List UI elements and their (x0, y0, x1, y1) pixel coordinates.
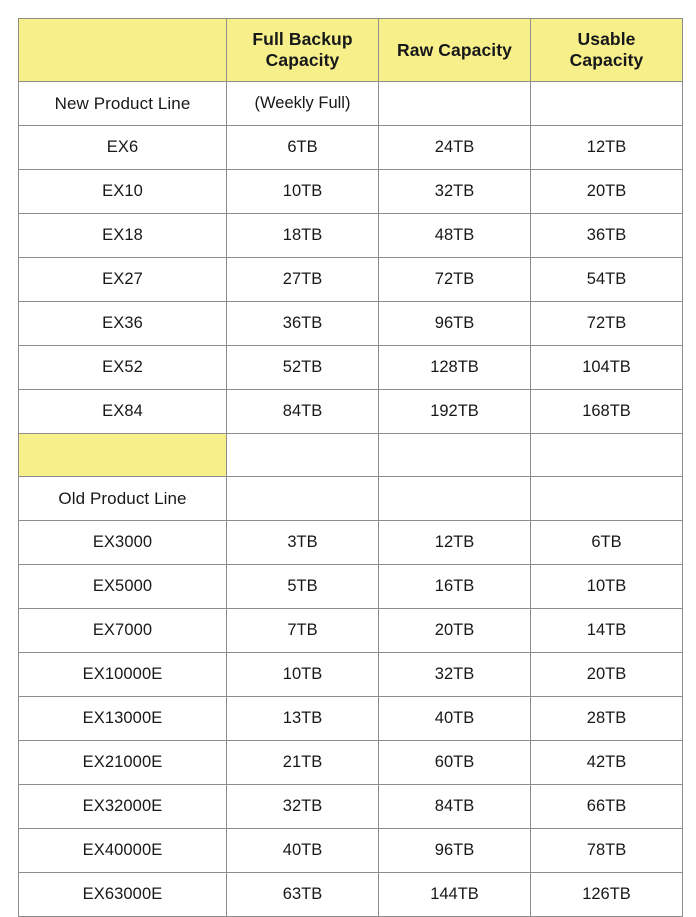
cell-value: 40TB (227, 829, 379, 873)
cell-value (379, 82, 531, 126)
table-spacer-row (19, 434, 683, 477)
cell-value: 28TB (531, 697, 683, 741)
section-label: Old Product Line (19, 477, 227, 521)
model-label: EX10000E (19, 653, 227, 697)
cell-value: 63TB (227, 873, 379, 917)
cell-value: 21TB (227, 741, 379, 785)
cell-value: 168TB (531, 390, 683, 434)
table-row (19, 258, 683, 302)
cell-value: 20TB (379, 609, 531, 653)
column-header-model (19, 19, 227, 82)
table-row (19, 346, 683, 390)
model-label: EX7000 (19, 609, 227, 653)
cell-value: 6TB (227, 126, 379, 170)
section-label: New Product Line (19, 82, 227, 126)
table-row (19, 741, 683, 785)
model-label: EX32000E (19, 785, 227, 829)
cell-value: 10TB (227, 653, 379, 697)
blank-cell (19, 434, 227, 477)
table-row (19, 873, 683, 917)
table-body (19, 82, 683, 917)
cell-value: 144TB (379, 873, 531, 917)
table-row (19, 390, 683, 434)
cell-value: 24TB (379, 126, 531, 170)
cell-value: 5TB (227, 565, 379, 609)
table-row (19, 785, 683, 829)
cell-value: 3TB (227, 521, 379, 565)
cell-value (531, 82, 683, 126)
model-label: EX84 (19, 390, 227, 434)
table-row (19, 565, 683, 609)
model-label: EX36 (19, 302, 227, 346)
model-label: EX18 (19, 214, 227, 258)
cell-value: 16TB (379, 565, 531, 609)
model-label: EX40000E (19, 829, 227, 873)
cell-value: 84TB (379, 785, 531, 829)
model-label: EX27 (19, 258, 227, 302)
table-row (19, 477, 683, 521)
cell-value: 104TB (531, 346, 683, 390)
table-header-row (19, 19, 683, 82)
cell-value: 40TB (379, 697, 531, 741)
table-row (19, 82, 683, 126)
cell-value: 32TB (379, 653, 531, 697)
cell-value: 54TB (531, 258, 683, 302)
cell-value: 32TB (227, 785, 379, 829)
cell-value: 12TB (531, 126, 683, 170)
cell-value: 192TB (379, 390, 531, 434)
table-row (19, 697, 683, 741)
cell-value: 14TB (531, 609, 683, 653)
cell-value (227, 477, 379, 521)
table-row (19, 302, 683, 346)
model-label: EX5000 (19, 565, 227, 609)
model-label: EX10 (19, 170, 227, 214)
cell-value: 52TB (227, 346, 379, 390)
model-label: EX6 (19, 126, 227, 170)
cell-value: 7TB (227, 609, 379, 653)
cell-value: 72TB (531, 302, 683, 346)
model-label: EX63000E (19, 873, 227, 917)
table-row (19, 126, 683, 170)
model-label: EX52 (19, 346, 227, 390)
column-header-full-backup-capacity: Full Backup Capacity (227, 19, 379, 82)
cell-value (227, 434, 379, 477)
model-label: EX21000E (19, 741, 227, 785)
cell-value (379, 477, 531, 521)
cell-value: 20TB (531, 170, 683, 214)
cell-value (531, 434, 683, 477)
table-row (19, 214, 683, 258)
cell-value: 18TB (227, 214, 379, 258)
table-row (19, 829, 683, 873)
cell-value: 36TB (531, 214, 683, 258)
cell-value: 60TB (379, 741, 531, 785)
cell-value (531, 477, 683, 521)
cell-value: 36TB (227, 302, 379, 346)
capacity-table (18, 18, 683, 917)
table-row (19, 521, 683, 565)
cell-value: 128TB (379, 346, 531, 390)
cell-value: 78TB (531, 829, 683, 873)
cell-value: 96TB (379, 829, 531, 873)
column-header-raw-capacity: Raw Capacity (379, 19, 531, 82)
cell-value: 13TB (227, 697, 379, 741)
cell-value: 10TB (531, 565, 683, 609)
cell-value: 10TB (227, 170, 379, 214)
cell-value: 96TB (379, 302, 531, 346)
cell-value: 84TB (227, 390, 379, 434)
cell-value: 27TB (227, 258, 379, 302)
cell-value: (Weekly Full) (227, 82, 379, 126)
column-header-usable-capacity: Usable Capacity (531, 19, 683, 82)
cell-value: 6TB (531, 521, 683, 565)
cell-value: 42TB (531, 741, 683, 785)
cell-value: 12TB (379, 521, 531, 565)
cell-value: 32TB (379, 170, 531, 214)
cell-value: 48TB (379, 214, 531, 258)
model-label: EX13000E (19, 697, 227, 741)
table-row (19, 170, 683, 214)
cell-value: 72TB (379, 258, 531, 302)
cell-value: 126TB (531, 873, 683, 917)
table-row (19, 653, 683, 697)
cell-value: 20TB (531, 653, 683, 697)
cell-value (379, 434, 531, 477)
cell-value: 66TB (531, 785, 683, 829)
model-label: EX3000 (19, 521, 227, 565)
table-row (19, 609, 683, 653)
